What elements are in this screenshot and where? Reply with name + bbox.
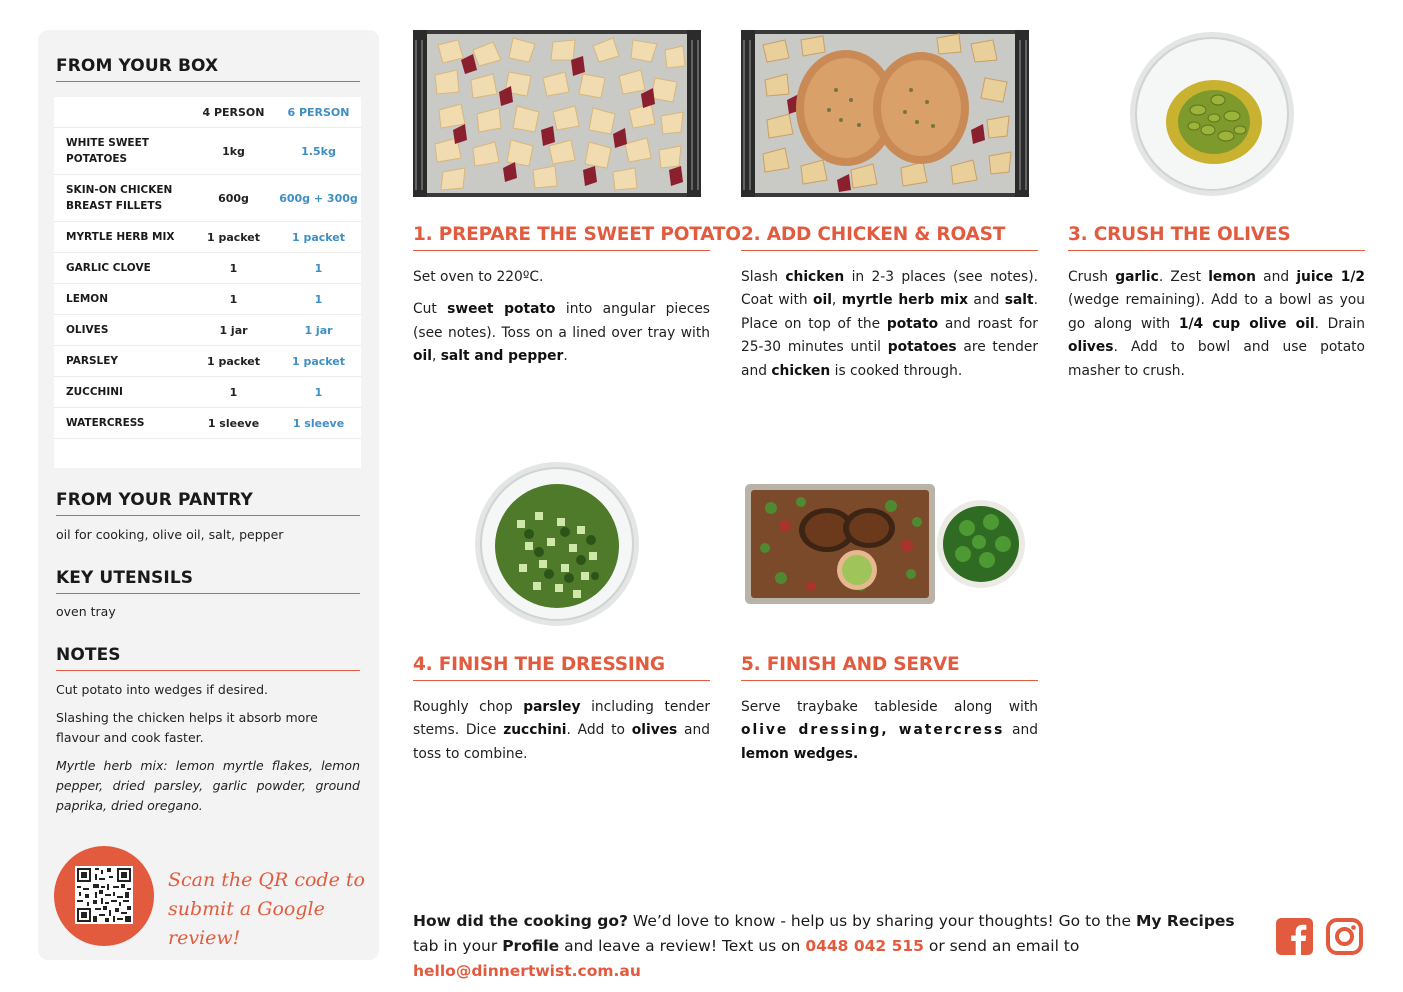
qty-four: 1 [229, 385, 238, 399]
table-row [54, 128, 361, 175]
qty-six: 1 sleeve [292, 416, 345, 430]
ingredient-name: SKIN-ON CHICKEN BREAST FILLETS [66, 184, 173, 212]
qr-caption-line-2: submit a Google review! [168, 898, 325, 949]
step-1-text-2: Cut sweet potato into angular pieces (see notes). Toss on a lined over tray with oil, salt and pepper. [413, 301, 710, 365]
qty-four: 1 packet [206, 230, 261, 244]
qty-six: 1 packet [291, 354, 346, 368]
step-1-text-1: Set oven to 220ºC. [413, 269, 544, 285]
qty-six: 1 [314, 261, 323, 275]
table-header [54, 97, 361, 128]
my-recipes-link[interactable]: My Recipes [1135, 912, 1235, 930]
step-3-text: Crush garlic. Zest lemon and juice 1/2 (wedge remaining). Add to a bowl as you go along with 1/4 cup olive oil. Drain olives. Add to bowl and use potato masher to crush. [1068, 269, 1366, 379]
table-row [54, 175, 361, 222]
email-link[interactable]: hello@dinnertwist.com.au [413, 962, 641, 980]
utensils-heading: KEY UTENSILS [56, 568, 360, 594]
table-row [54, 315, 361, 346]
step-4-body [413, 696, 710, 775]
notes-line-2: Slashing the chicken helps it absorb more flavour and cook faster. [56, 710, 318, 745]
col-four-header: 4 PERSON [202, 105, 265, 119]
table-row [54, 346, 361, 377]
step-5-text: Serve traybake tableside along with olive dressing, watercress and lemon wedges. [741, 699, 1039, 762]
table-row [54, 408, 361, 439]
ingredient-name: OLIVES [66, 324, 109, 336]
review-footer: How did the cooking go? We’d love to know - help us by sharing your thoughts! Go to the My Recipes tab in your Profile and leave a review! Text us on 0448 042 515 or send an email to hello@dinnertwist.com.au [413, 912, 1235, 980]
qty-six: 1.5kg [301, 144, 336, 158]
step-2-title: 2. ADD CHICKEN & ROAST [741, 224, 1038, 251]
ingredient-name: ZUCCHINI [66, 386, 123, 398]
box-heading: FROM YOUR BOX [56, 56, 360, 82]
step-4-text: Roughly chop parsley including tender stems. Dice zucchini. Add to olives and toss to combine. [413, 699, 711, 762]
qr-caption [168, 866, 368, 953]
table-row [54, 222, 361, 253]
utensils-text: oven tray [56, 604, 116, 619]
step-5-photo [741, 478, 1029, 610]
step-2-body [741, 266, 1038, 392]
qty-six: 1 packet [291, 230, 346, 244]
notes-line-3: Myrtle herb mix: lemon myrtle flakes, lemon pepper, dried parsley, garlic powder, ground paprika, dried oregano. [56, 758, 360, 813]
qty-four: 1 sleeve [207, 416, 260, 430]
step-4-photo [473, 460, 641, 628]
sidebar [38, 30, 379, 960]
table-row [54, 377, 361, 408]
qty-six: 1 jar [304, 323, 333, 337]
step-3-body [1068, 266, 1365, 392]
qr-code-icon[interactable] [75, 866, 133, 924]
qty-four: 1kg [222, 144, 245, 158]
profile-link[interactable]: Profile [502, 937, 560, 955]
notes-line-1: Cut potato into wedges if desired. [56, 682, 268, 697]
step-2-text: Slash chicken in 2-3 places (see notes). Coat with oil, myrtle herb mix and salt. Place on top of the potato and roast for 25-30 minutes until potatoes are tender and chicken is cooked through. [741, 269, 1039, 379]
qty-four: 600g [218, 191, 249, 205]
qty-four: 1 packet [206, 354, 261, 368]
footer-question: How did the cooking go? [413, 912, 628, 930]
step-1-body [413, 266, 710, 378]
step-4-title: 4. FINISH THE DRESSING [413, 654, 710, 681]
qr-caption-line-1: Scan the QR code to [168, 869, 365, 891]
pantry-heading: FROM YOUR PANTRY [56, 490, 360, 516]
step-1-photo [413, 30, 701, 197]
ingredients-table [54, 97, 361, 468]
ingredient-name: LEMON [66, 293, 109, 305]
qty-four: 1 [229, 292, 238, 306]
qty-four: 1 jar [219, 323, 248, 337]
qty-six: 1 [314, 385, 323, 399]
table-row [54, 253, 361, 284]
qty-six: 1 [314, 292, 323, 306]
qty-six: 600g + 300g [279, 191, 358, 205]
step-1-title: 1. PREPARE THE SWEET POTATO [413, 224, 710, 251]
facebook-icon[interactable] [1276, 918, 1313, 955]
notes-heading: NOTES [56, 645, 360, 671]
step-3-photo [1128, 30, 1296, 198]
step-2-photo [741, 30, 1029, 197]
instagram-icon[interactable] [1326, 918, 1363, 955]
col-six-header: 6 PERSON [287, 105, 350, 119]
step-5-title: 5. FINISH AND SERVE [741, 654, 1038, 681]
ingredient-name: WHITE SWEET POTATOES [66, 137, 149, 165]
ingredient-name: GARLIC CLOVE [66, 262, 151, 274]
step-5-body [741, 696, 1038, 775]
pantry-text: oil for cooking, olive oil, salt, pepper [56, 527, 284, 542]
ingredient-name: MYRTLE HERB MIX [66, 231, 175, 243]
table-row [54, 284, 361, 315]
qr-badge [54, 846, 154, 946]
qty-four: 1 [229, 261, 238, 275]
ingredient-name: WATERCRESS [66, 417, 145, 429]
phone-link[interactable]: 0448 042 515 [805, 937, 924, 955]
step-3-title: 3. CRUSH THE OLIVES [1068, 224, 1365, 251]
ingredient-name: PARSLEY [66, 355, 118, 367]
